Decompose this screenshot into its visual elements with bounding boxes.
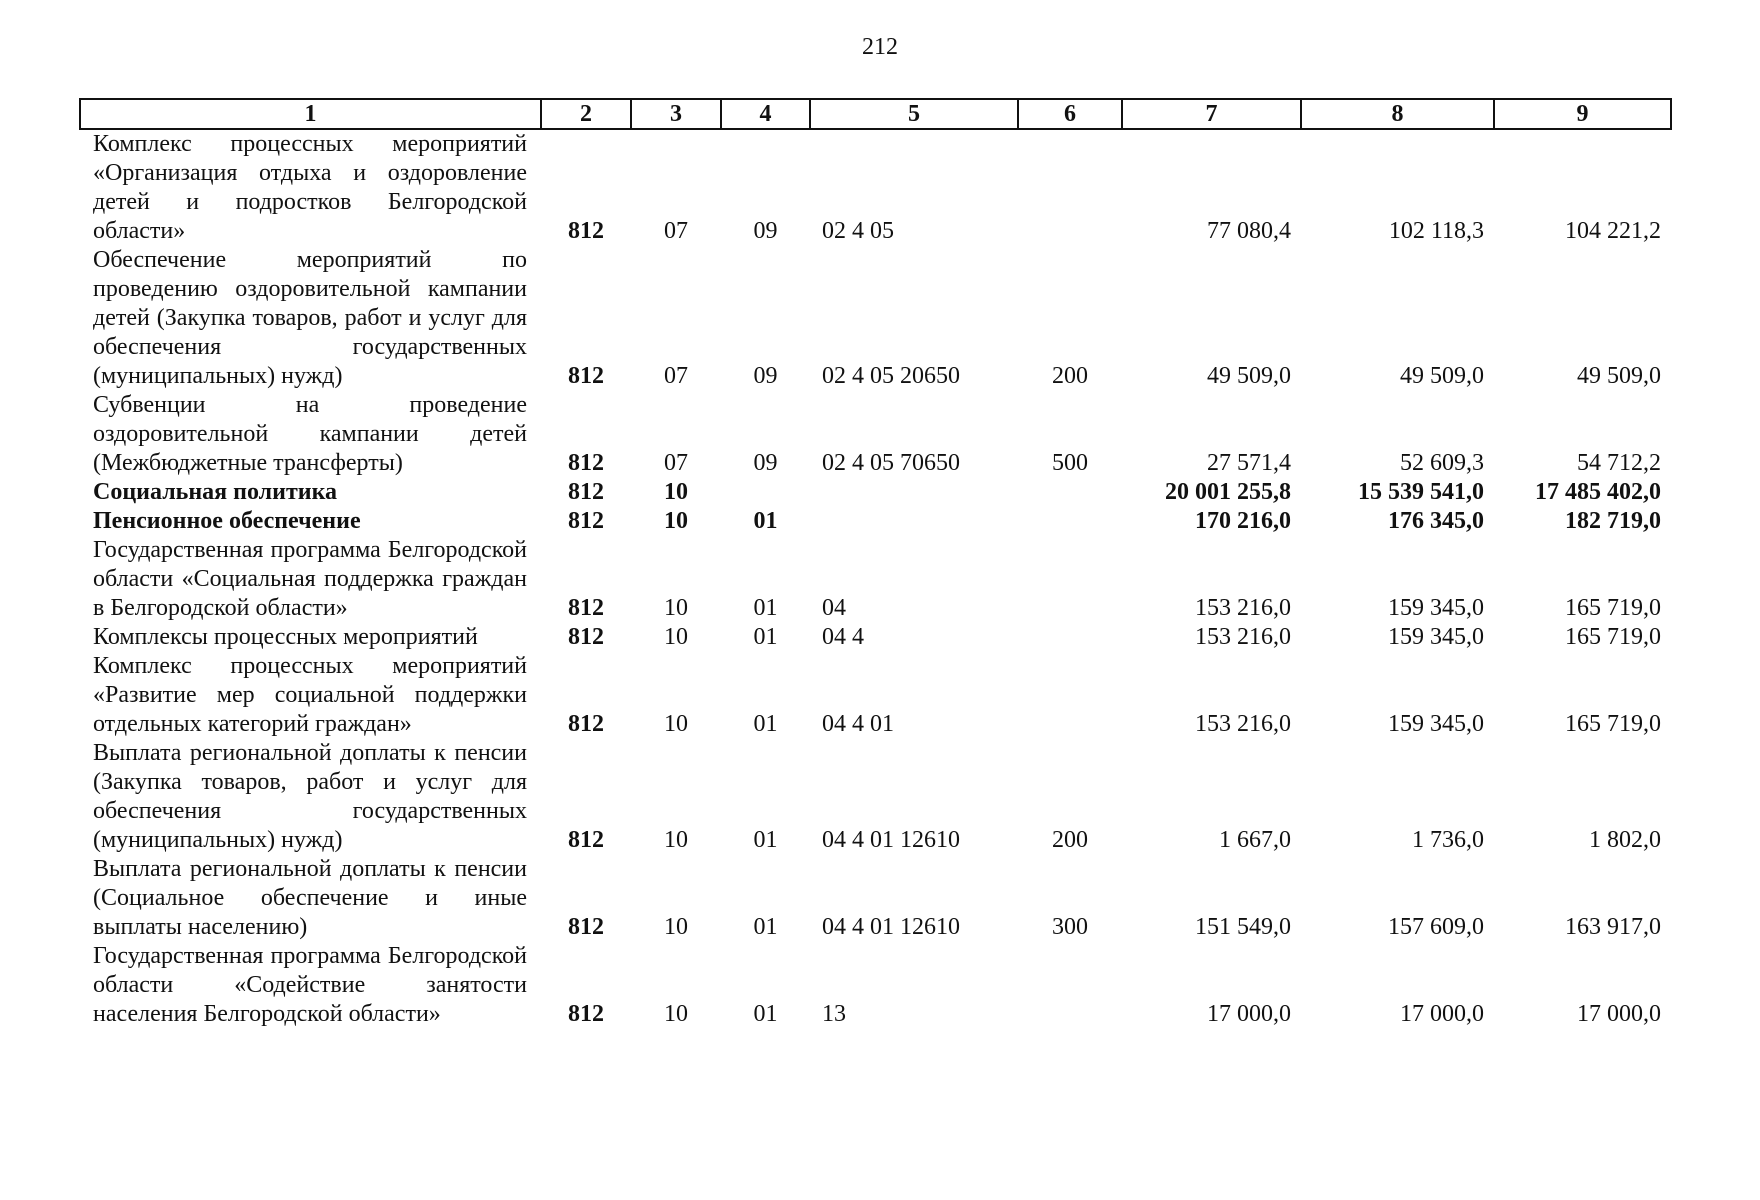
table-row [80,246,1671,391]
row-expense-type-cell [1018,536,1122,623]
row-section-cell: 07 [664,450,688,476]
column-header-9: 9 [1494,99,1671,129]
row-value-col9-cell: 54 712,2 [1577,450,1661,476]
row-code-cell: 812 [568,711,604,737]
row-section-cell: 10 [664,827,688,853]
table-row [80,855,1671,942]
row-name-cell: Обеспечение мероприятий по проведению оздоровительной кампании детей (Закупка товаров, работ и услуг для обеспечения государственных (муниципальных) нужд) [93,247,527,389]
row-code-cell: 812 [568,624,604,650]
column-header-4: 4 [721,99,810,129]
row-expense-type-cell [1018,507,1122,536]
budget-table [79,98,1672,1029]
row-expense-type-cell [1018,652,1122,739]
row-section-cell: 10 [664,624,688,650]
row-expense-type-cell: 300 [1052,914,1088,940]
row-value-col9-cell: 17 000,0 [1577,1001,1661,1027]
row-target-article-cell [810,478,1018,507]
row-section-cell: 10 [664,914,688,940]
table-row [80,536,1671,623]
row-value-col8-cell: 176 345,0 [1388,508,1484,534]
row-code-cell: 812 [568,1001,604,1027]
row-code-cell: 812 [568,218,604,244]
row-subsection-cell: 01 [753,595,778,621]
column-header-7: 7 [1122,99,1301,129]
row-name-cell: Субвенции на проведение оздоровительной кампании детей (Межбюджетные трансферты) [93,392,527,476]
row-code-cell: 812 [568,508,604,534]
row-target-article-cell: 04 4 01 [822,711,894,737]
row-value-col8-cell: 49 509,0 [1400,363,1484,389]
column-header-6: 6 [1018,99,1122,129]
row-value-col9-cell: 163 917,0 [1565,914,1661,940]
table-row [80,478,1671,507]
row-subsection-cell: 09 [753,218,778,244]
row-value-col7-cell: 153 216,0 [1195,711,1291,737]
row-name-cell: Государственная программа Белгородской области «Социальная поддержка граждан в Белгородской области» [93,537,527,621]
row-value-col9-cell: 182 719,0 [1565,508,1661,534]
table-row [80,391,1671,478]
row-name-cell: Выплата региональной доплаты к пенсии (Социальное обеспечение и иные выплаты населению) [93,856,527,940]
row-value-col8-cell: 157 609,0 [1388,914,1484,940]
row-subsection-cell [721,478,810,507]
row-name-cell: Выплата региональной доплаты к пенсии (Закупка товаров, работ и услуг для обеспечения государственных (муниципальных) нужд) [93,740,527,853]
row-code-cell: 812 [568,827,604,853]
row-value-col7-cell: 151 549,0 [1195,914,1291,940]
row-value-col9-cell: 104 221,2 [1565,218,1661,244]
row-value-col9-cell: 165 719,0 [1565,595,1661,621]
row-value-col7-cell: 1 667,0 [1219,827,1291,853]
row-section-cell: 10 [664,508,688,534]
row-subsection-cell: 01 [753,624,778,650]
row-value-col8-cell: 159 345,0 [1388,595,1484,621]
column-header-3: 3 [631,99,721,129]
column-header-1: 1 [80,99,541,129]
row-subsection-cell: 09 [753,363,778,389]
row-value-col8-cell: 15 539 541,0 [1358,479,1484,505]
row-subsection-cell: 01 [753,827,778,853]
row-section-cell: 07 [664,218,688,244]
row-value-col9-cell: 49 509,0 [1577,363,1661,389]
table-row [80,652,1671,739]
row-value-col7-cell: 17 000,0 [1207,1001,1291,1027]
row-subsection-cell: 01 [753,1001,778,1027]
row-value-col8-cell: 102 118,3 [1388,218,1484,244]
row-expense-type-cell [1018,942,1122,1029]
row-expense-type-cell: 200 [1052,363,1088,389]
row-value-col9-cell: 165 719,0 [1565,624,1661,650]
row-section-cell: 10 [664,711,688,737]
row-section-cell: 10 [664,1001,688,1027]
row-name-cell: Комплекс процессных мероприятий «Развитие мер социальной поддержки отдельных категорий граждан» [93,653,527,737]
table-row [80,623,1671,652]
row-name-cell: Комплексы процессных мероприятий [93,624,478,650]
row-code-cell: 812 [568,363,604,389]
header-row [80,99,1671,129]
row-value-col7-cell: 27 571,4 [1207,450,1291,476]
row-code-cell: 812 [568,914,604,940]
table-header [80,99,1671,129]
row-target-article-cell: 02 4 05 20650 [822,363,960,389]
row-expense-type-cell [1018,129,1122,246]
row-target-article-cell: 02 4 05 70650 [822,450,960,476]
row-code-cell: 812 [568,450,604,476]
row-target-article-cell: 13 [822,1001,846,1027]
column-header-2: 2 [541,99,631,129]
row-section-cell: 10 [664,595,688,621]
row-value-col7-cell: 77 080,4 [1207,218,1291,244]
row-name-cell: Комплекс процессных мероприятий «Организация отдыха и оздоровление детей и подростков Белгородской области» [93,131,527,244]
row-name-cell: Социальная политика [93,479,338,505]
column-header-8: 8 [1301,99,1494,129]
row-subsection-cell: 01 [753,914,778,940]
row-target-article-cell: 04 4 [822,624,864,650]
row-target-article-cell: 04 4 01 12610 [822,827,960,853]
row-code-cell: 812 [568,595,604,621]
row-subsection-cell: 01 [753,711,778,737]
row-subsection-cell: 01 [753,508,778,534]
row-expense-type-cell [1018,478,1122,507]
row-value-col7-cell: 20 001 255,8 [1165,479,1291,505]
row-value-col8-cell: 159 345,0 [1388,624,1484,650]
column-header-5: 5 [810,99,1018,129]
table-row [80,739,1671,855]
table-row [80,129,1671,246]
row-value-col8-cell: 159 345,0 [1388,711,1484,737]
row-section-cell: 10 [664,479,688,505]
row-target-article-cell [810,507,1018,536]
row-value-col7-cell: 170 216,0 [1195,508,1291,534]
row-expense-type-cell: 500 [1052,450,1088,476]
table-row [80,942,1671,1029]
row-value-col9-cell: 165 719,0 [1565,711,1661,737]
table-body [80,129,1671,1029]
row-name-cell: Государственная программа Белгородской области «Содействие занятости населения Белгородской области» [93,943,527,1027]
row-target-article-cell: 04 4 01 12610 [822,914,960,940]
row-section-cell: 07 [664,363,688,389]
row-subsection-cell: 09 [753,450,778,476]
row-value-col7-cell: 49 509,0 [1207,363,1291,389]
row-value-col7-cell: 153 216,0 [1195,624,1291,650]
row-value-col8-cell: 1 736,0 [1412,827,1484,853]
page-number: 212 [862,34,898,60]
row-expense-type-cell [1018,623,1122,652]
row-value-col8-cell: 17 000,0 [1400,1001,1484,1027]
row-target-article-cell: 04 [822,595,846,621]
row-expense-type-cell: 200 [1052,827,1088,853]
row-value-col7-cell: 153 216,0 [1195,595,1291,621]
table-row [80,507,1671,536]
row-value-col9-cell: 17 485 402,0 [1535,479,1661,505]
row-value-col9-cell: 1 802,0 [1589,827,1661,853]
row-name-cell: Пенсионное обеспечение [93,508,361,534]
row-code-cell: 812 [568,479,604,505]
row-target-article-cell: 02 4 05 [822,218,894,244]
row-value-col8-cell: 52 609,3 [1400,450,1484,476]
